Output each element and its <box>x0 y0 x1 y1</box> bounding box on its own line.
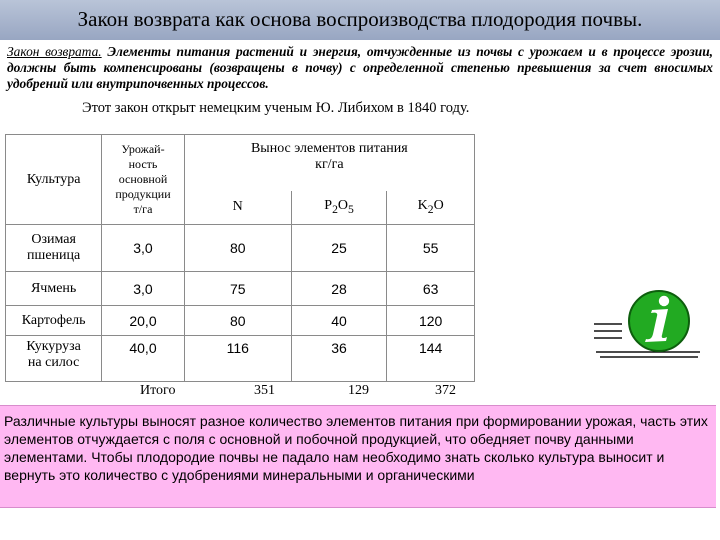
footer-note: Различные культуры выносят разное количество элементов питания при формировании урожая, часть этих элементов отчуждается с поля с основной и побочной продукцией, что обедняет почву данными элементами. Чтобы плодородие почвы не падало нам необходимо знать сколько культура выносит и вернуть это количество с удобрениями минеральными и органическими <box>0 405 716 508</box>
header-removal-line: кг/га <box>315 157 344 172</box>
cell-n: 116 <box>184 336 291 382</box>
cell-n: 80 <box>184 225 291 272</box>
cell-p2o5: 36 <box>291 336 387 382</box>
cell-crop: Озимая пшеница <box>6 225 102 272</box>
cell-yield: 3,0 <box>102 225 184 272</box>
total-label: Итого <box>140 383 176 398</box>
header-yield-line: основной <box>118 172 168 186</box>
table-row <box>6 272 475 306</box>
total-n: 351 <box>254 383 275 398</box>
header-yield-line: Урожай- <box>121 142 165 156</box>
page-title: Закон возврата как основа воспроизводства плодородия почвы. <box>77 7 643 31</box>
cell-k2o: 55 <box>387 225 475 272</box>
nutrient-removal-table <box>5 134 475 382</box>
intro-discovery: Этот закон открыт немецким ученым Ю. Либихом в 1840 году. <box>82 100 470 116</box>
cell-p2o5: 25 <box>291 225 387 272</box>
header-yield-line: продукции <box>115 187 171 201</box>
intro-lead: Закон возврата. <box>7 44 102 59</box>
header-removal-line: Вынос элементов питания <box>250 141 408 156</box>
total-k2o: 372 <box>435 383 456 398</box>
cell-n: 75 <box>184 272 291 306</box>
cell-k2o: 144 <box>387 336 475 382</box>
total-p2o5: 129 <box>348 383 369 398</box>
intro-text: Элементы питания растений и энергия, отчужденные из почвы с урожаем и в процессе эрозии, должны быть компенсированы (возвращены в почву) с определенной степенью превышения за счет вносимых удобрений или внутрипочвенных процессов. <box>7 44 713 91</box>
intro-paragraph <box>7 44 713 92</box>
cell-n: 80 <box>184 306 291 336</box>
cell-k2o: 120 <box>387 306 475 336</box>
cell-p2o5: 40 <box>291 306 387 336</box>
header-yield-line: ность <box>128 157 158 171</box>
info-icon <box>592 288 702 360</box>
cell-yield: 3,0 <box>102 272 184 306</box>
table-row <box>6 336 475 382</box>
header-crop: Культура <box>6 135 102 225</box>
header-yield <box>102 135 184 225</box>
header-n <box>184 191 291 225</box>
cell-k2o: 63 <box>387 272 475 306</box>
cell-yield: 40,0 <box>102 336 184 382</box>
cell-crop: Кукуруза на силос <box>6 336 102 382</box>
header-p2o5: $P_2O_5$ <box>291 191 387 225</box>
cell-crop: Ячмень <box>6 272 102 306</box>
cell-yield: 20,0 <box>102 306 184 336</box>
header-yield-line: т/га <box>133 202 153 216</box>
table-row <box>6 225 475 272</box>
cell-crop: Картофель <box>6 306 102 336</box>
cell-p2o5: 28 <box>291 272 387 306</box>
header-n-label: N <box>232 199 243 215</box>
header-removal <box>184 135 474 191</box>
table-row <box>6 306 475 336</box>
header-k2o: $K_2O$ <box>387 191 475 225</box>
